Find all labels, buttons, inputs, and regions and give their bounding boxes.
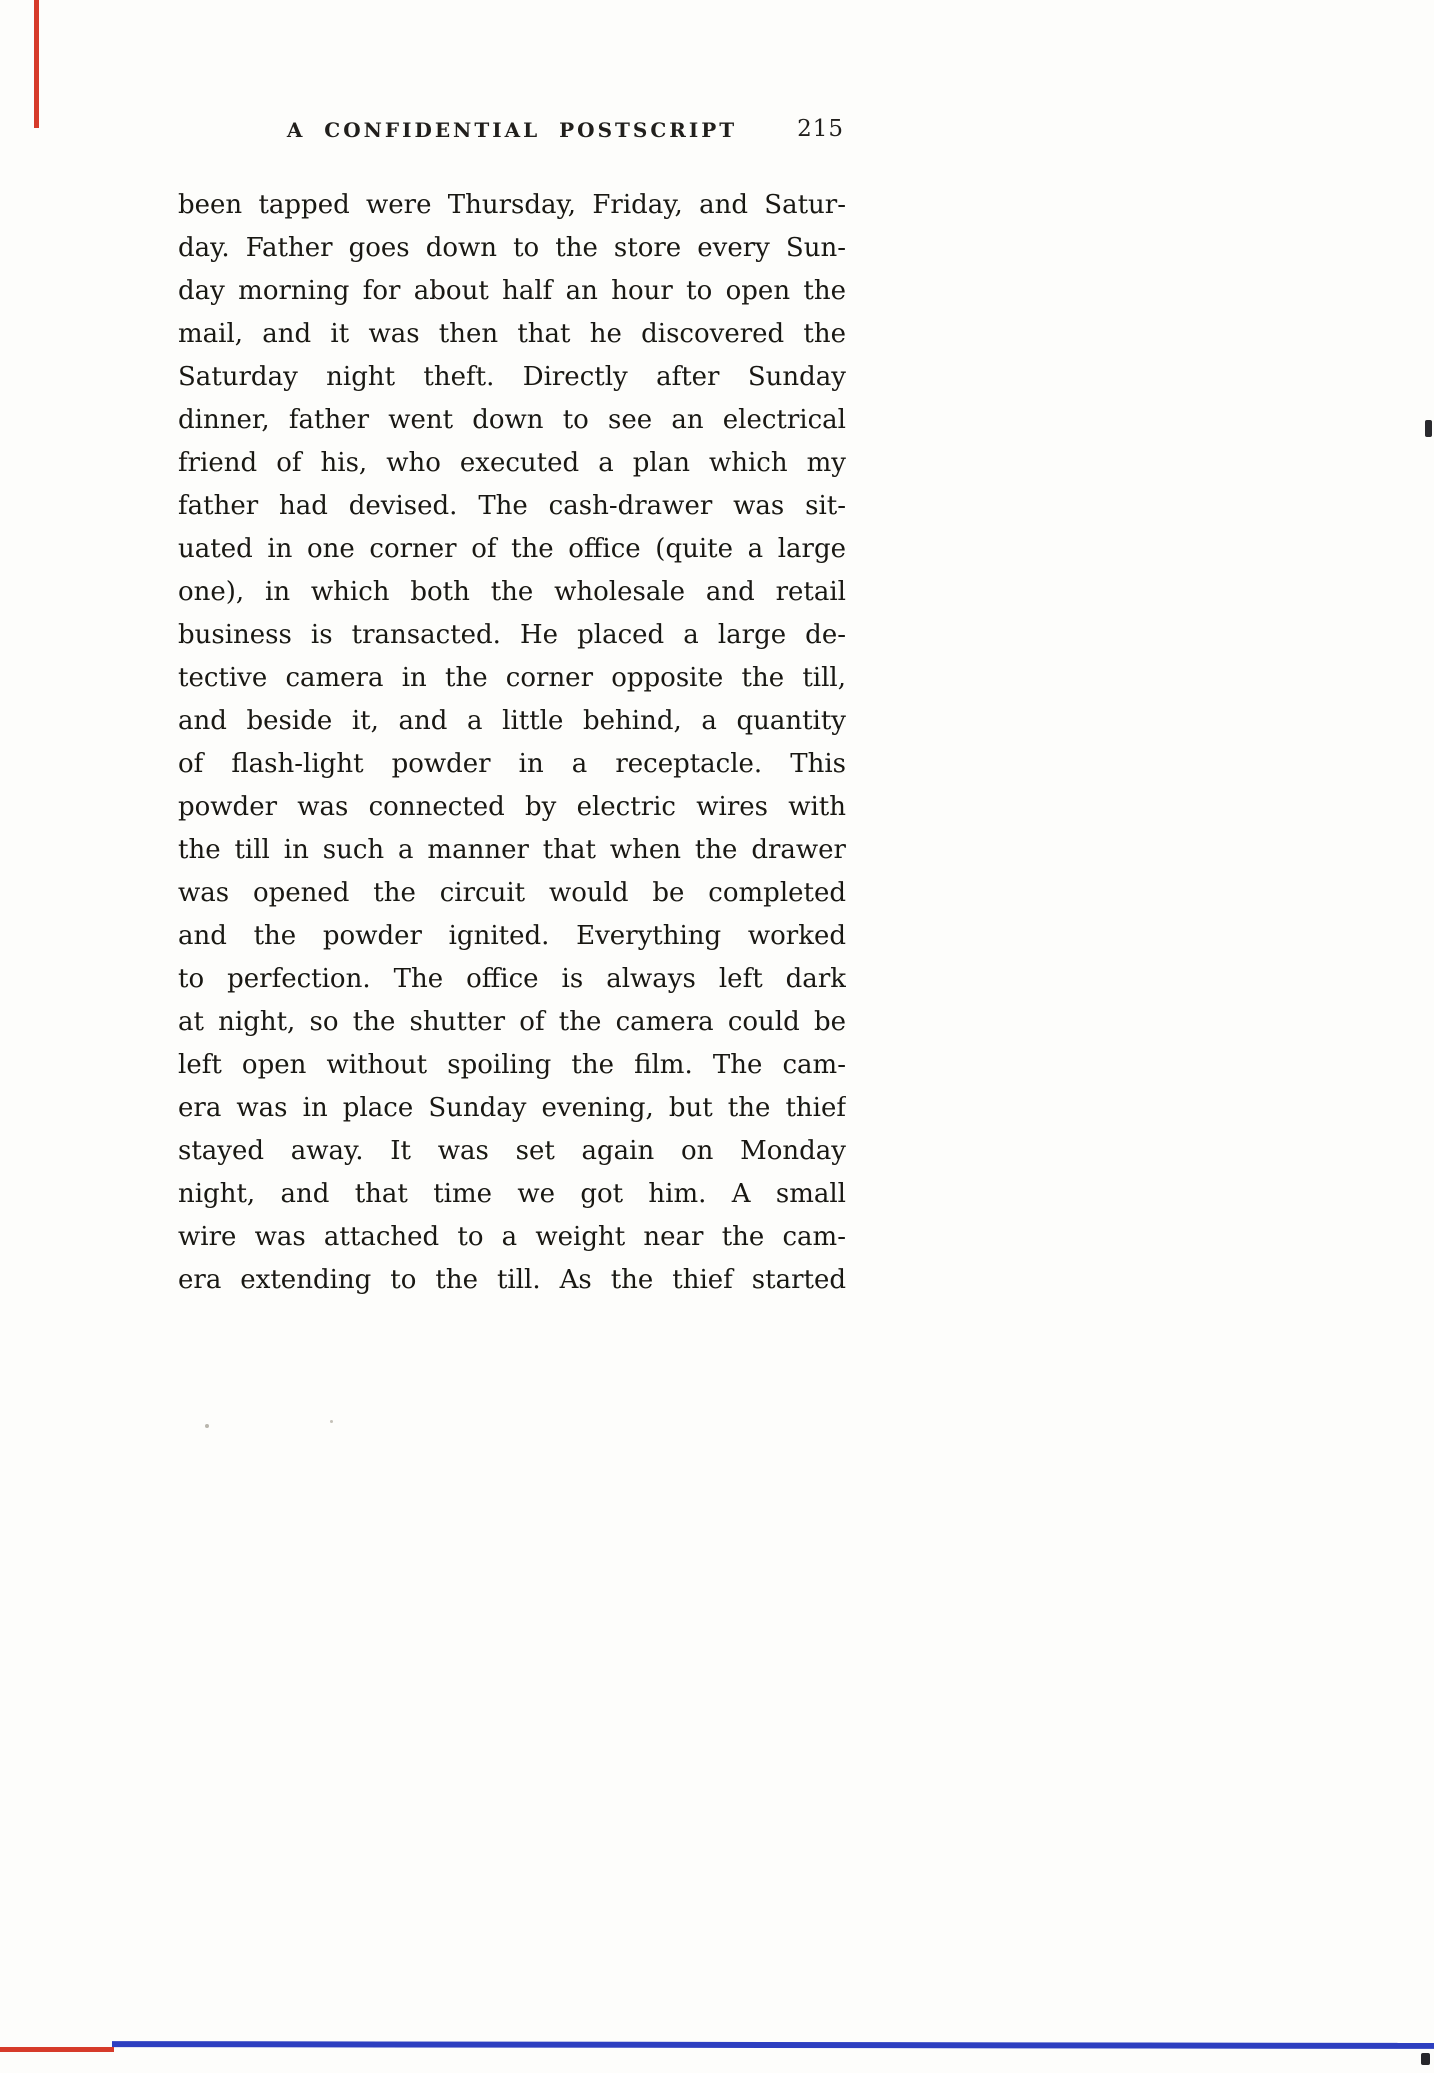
text-line: one), in which both the wholesale and retail (178, 577, 846, 607)
body-text (178, 184, 846, 1302)
text-line: era extending to the till. As the thief started (178, 1265, 846, 1295)
text-line: mail, and it was then that he discovered the (178, 319, 846, 349)
text-line: uated in one corner of the office (quite a large (178, 534, 846, 564)
scan-artifact-right-edge-speck (1425, 420, 1432, 437)
text-line: left open without spoiling the film. The cam- (178, 1050, 846, 1080)
scan-artifact-dust-speck (330, 1420, 333, 1423)
text-line: Saturday night theft. Directly after Sunday (178, 362, 846, 392)
scan-artifact-red-left-edge (34, 0, 39, 128)
text-line: era was in place Sunday evening, but the thief (178, 1093, 846, 1123)
scan-artifact-bottom-right-speck (1421, 2053, 1430, 2065)
text-line: and the powder ignited. Everything worked (178, 921, 846, 951)
text-line: powder was connected by electric wires with (178, 792, 846, 822)
text-column (178, 118, 846, 1302)
text-line: wire was attached to a weight near the cam- (178, 1222, 846, 1252)
text-line: and beside it, and a little behind, a quantity (178, 706, 846, 736)
text-line: friend of his, who executed a plan which my (178, 448, 846, 478)
text-line: at night, so the shutter of the camera could be (178, 1007, 846, 1037)
text-line: day morning for about half an hour to open the (178, 276, 846, 306)
text-line: business is transacted. He placed a large de- (178, 620, 846, 650)
page-number: 215 (797, 116, 844, 142)
text-line: been tapped were Thursday, Friday, and Satur- (178, 190, 846, 220)
text-line: night, and that time we got him. A small (178, 1179, 846, 1209)
text-line: to perfection. The office is always left dark (178, 964, 846, 994)
text-line: day. Father goes down to the store every Sun- (178, 233, 846, 263)
text-line: dinner, father went down to see an electrical (178, 405, 846, 435)
text-line: tective camera in the corner opposite the till, (178, 663, 846, 693)
scan-artifact-blue-bottom-line (112, 2041, 1434, 2049)
scan-artifact-red-bottom-left (0, 2047, 114, 2052)
running-header (178, 118, 846, 148)
text-line: father had devised. The cash-drawer was sit- (178, 491, 846, 521)
text-line: stayed away. It was set again on Monday (178, 1136, 846, 1166)
running-header-title: A CONFIDENTIAL POSTSCRIPT (286, 118, 738, 142)
scan-artifact-dust-speck (205, 1424, 209, 1428)
text-line: of flash-light powder in a receptacle. This (178, 749, 846, 779)
text-line: the till in such a manner that when the drawer (178, 835, 846, 865)
text-line: was opened the circuit would be completed (178, 878, 846, 908)
